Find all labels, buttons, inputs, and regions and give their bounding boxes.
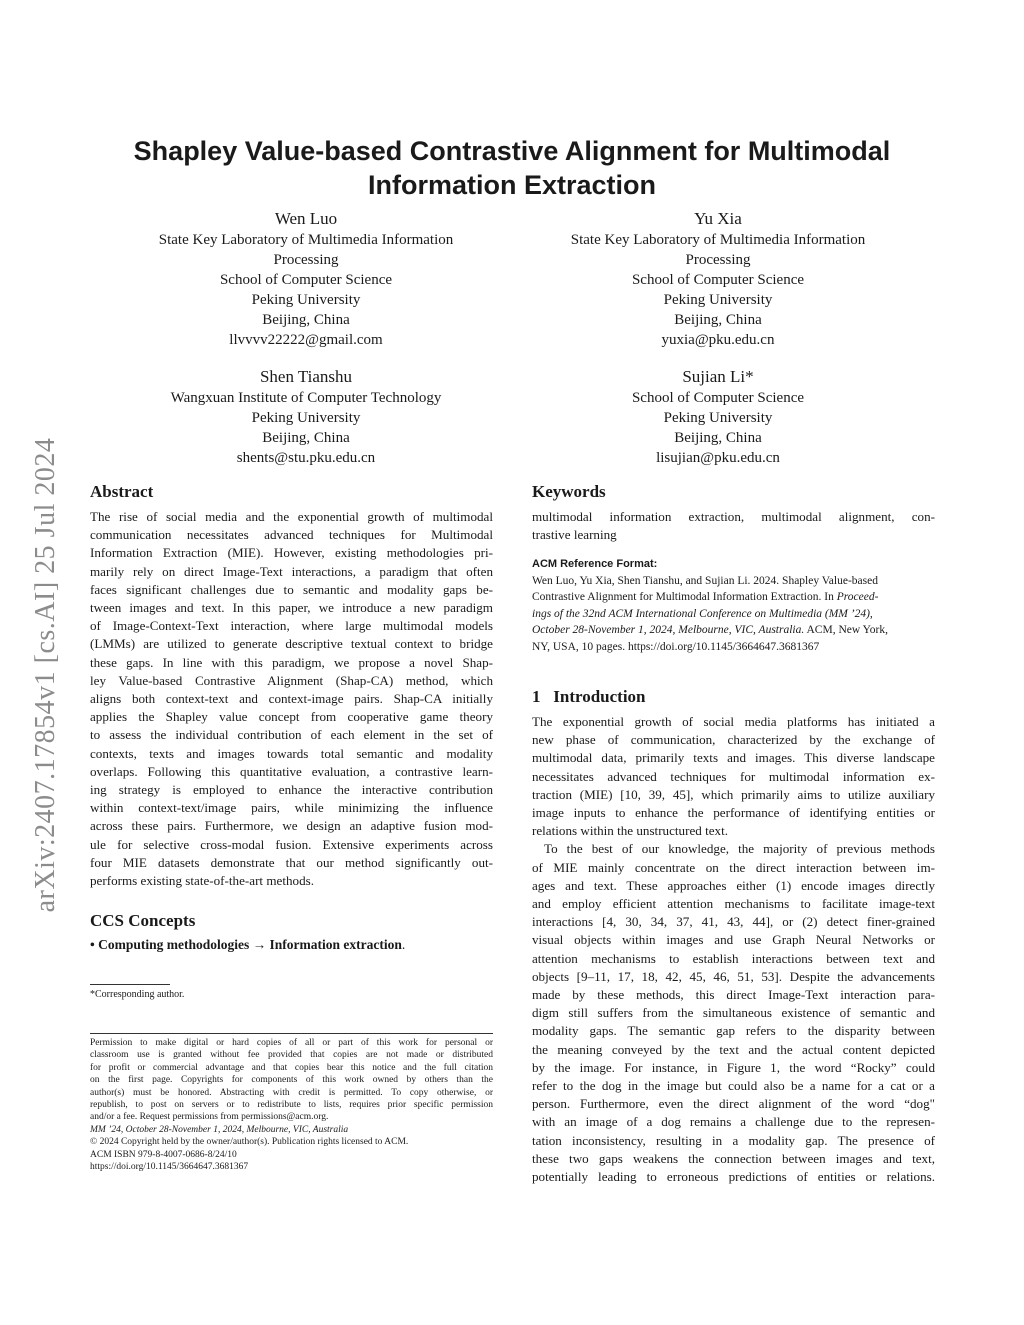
text-line: these gaps. In line with this paradigm, we propose a novel Shap- — [90, 654, 493, 670]
ccs-period: . — [401, 937, 406, 952]
text-line: ing strategy is employed to enhance the interactive contribution — [90, 782, 493, 798]
author-affiliation: School of Computer Science — [219, 272, 393, 288]
ccs-section — [90, 911, 493, 954]
text-line: The rise of social media and the exponential growth of multimodal — [90, 509, 493, 524]
text-line: traction (MIE) [10, 39, 45], which primarily aims to utilize auxiliary — [532, 786, 935, 802]
text-line: marily rely on direct Image-Text interactions, a paradigm that often — [90, 563, 493, 579]
acm-ref-line: ings of the 32nd ACM International Conference on Multimedia (MM ’24), — [532, 607, 873, 620]
text-line: to assess the individual contribution of each element in the set of — [90, 727, 493, 743]
author-affiliation: Beijing, China — [674, 430, 762, 446]
text-line: within context-text/image pairs, while minimizing the influence — [90, 800, 493, 816]
author-block — [86, 367, 526, 468]
isbn-line: ACM ISBN 979-8-4007-0686-8/24/10 — [90, 1149, 237, 1160]
acm-ref-line — [532, 622, 935, 639]
text-line: contexts, texts and images towards total semantic and modality — [90, 745, 493, 761]
acm-ref-line: NY, USA, 10 pages. https://doi.org/10.1145/3664647.3681367 — [532, 640, 820, 653]
text-line: image inputs to enhance the performance of identifying entities or — [532, 805, 935, 821]
introduction-section — [532, 687, 935, 1186]
author-block — [498, 367, 938, 468]
ccs-concept-name: Computing methodologies — [98, 937, 250, 952]
text-line: tation inconsistency, resulting in a modality gap. The presence of — [532, 1132, 935, 1148]
permission-line: author(s) must be honored. Abstracting with credit is permitted. To copy otherwise, or — [90, 1087, 493, 1098]
text-line: overlaps. Following this quantitative evaluation, a contrastive learn- — [90, 763, 493, 779]
text-line: these two gaps weakens the connection between images and text, — [532, 1150, 935, 1166]
text-line: multimodal data, primarily texts and images. This diverse landscape — [532, 750, 935, 766]
section-number: 1 — [532, 687, 541, 706]
text-line: To the best of our knowledge, the majority of previous methods — [544, 841, 935, 857]
arxiv-id: arXiv:2407.17854v1 [cs.AI] 25 Jul 2024 — [30, 437, 61, 913]
text-line: modality gaps. The semantic gap refers to the disparity between — [532, 1023, 935, 1039]
author-affiliation: Wangxuan Institute of Computer Technology — [170, 390, 442, 406]
author-name: Shen Tianshu — [259, 367, 353, 386]
text-line: the meaning conveyed by the text and the actual content depicted — [532, 1041, 935, 1057]
text-line: digm still suffers from the simultaneous existence of semantic and — [532, 1005, 935, 1021]
author-name: Sujian Li* — [682, 367, 754, 386]
text-line: four MIE datasets demonstrate that our method significantly out- — [90, 854, 493, 870]
text-line: and employ efficient attention mechanisms to facilitate image-text — [532, 896, 935, 912]
permission-line: and/or a fee. Request permissions from permissions@acm.org. — [90, 1112, 329, 1123]
text-line: with an image of a dog remains a challenge due to the represen- — [532, 1114, 935, 1130]
ccs-concept — [90, 936, 493, 954]
ccs-heading: CCS Concepts — [90, 911, 196, 930]
text-line: by the image. For instance, in Figure 1, the word “Rocky” could — [532, 1059, 935, 1075]
author-affiliation: School of Computer Science — [631, 390, 805, 406]
footnote-rule — [90, 984, 170, 985]
author-affiliation: Peking University — [251, 292, 361, 308]
keywords-text — [532, 508, 935, 544]
text-line: ages and text. These approaches either (1) encode images directly — [532, 877, 935, 893]
author-affiliation: Beijing, China — [262, 430, 350, 446]
permission-line: Permission to make digital or hard copies of all or part of this work for personal or — [90, 1038, 493, 1048]
author-affiliation: Processing — [685, 252, 751, 268]
permission-line: classroom use is granted without fee provided that copies are not made or distributed — [90, 1050, 493, 1061]
text-line: ule for selective cross-modal fusion. Extensive experiments across — [90, 836, 493, 852]
text-line: of Image-Context-Text interaction, where large multimodal models — [90, 618, 493, 634]
abstract-section — [90, 482, 493, 890]
keywords-section — [532, 482, 935, 544]
acm-ref-proceedings: Proceed- — [836, 591, 879, 603]
acm-ref-text: ACM, New York, — [804, 624, 888, 636]
author-email: llvvvv22222@gmail.com — [229, 332, 383, 348]
text-line: applies the Shapley value concept from cooperative game theory — [90, 709, 493, 725]
author-name: Yu Xia — [694, 209, 742, 228]
text-line: refer to the dog in the image but could also be a name for a cat or a — [532, 1078, 935, 1094]
text-line: person. Furthermore, even the direct alignment of the word “dog" — [532, 1096, 935, 1112]
text-line: tween images and text. In this paper, we introduce a new paradigm — [90, 600, 493, 616]
author-block — [86, 209, 526, 350]
acm-reference — [532, 556, 935, 655]
author-affiliation: State Key Laboratory of Multimedia Information — [570, 232, 866, 248]
text-line: (LMMs) are utilized to generate descriptive textual context to bridge — [90, 636, 493, 652]
text-line: necessitates advanced techniques for multimodal information ex- — [532, 768, 935, 784]
introduction-heading — [532, 687, 935, 707]
text-line: new phase of communication, characterized by the exchange of — [532, 732, 935, 748]
author-affiliation: Beijing, China — [262, 312, 350, 328]
permission-line: on the first page. Copyrights for components of this work owned by others than the — [90, 1075, 493, 1086]
text-line: performs existing state-of-the-art methods. — [90, 873, 314, 889]
ccs-bullet: • — [90, 937, 95, 952]
text-line: interactions [4, 30, 34, 37, 41, 43, 44], or (2) detect finer-grained — [532, 914, 935, 930]
intro-paragraph — [532, 840, 935, 1186]
author-affiliation: State Key Laboratory of Multimedia Information — [158, 232, 454, 248]
abstract-text — [90, 508, 493, 890]
text-line: faces significant challenges due to semantic and modality gaps be- — [90, 581, 493, 597]
title-line: Information Extraction — [367, 170, 657, 200]
paper-title — [100, 134, 924, 202]
title-line: Shapley Value-based Contrastive Alignment for Multimodal — [133, 136, 891, 166]
author-affiliation: Beijing, China — [674, 312, 762, 328]
author-affiliation: School of Computer Science — [631, 272, 805, 288]
text-line: attention mechanisms to establish interactions between text and — [532, 950, 935, 966]
text-line: trastive learning — [532, 527, 617, 543]
text-line: of MIE mainly concentrate on the direct interaction between im- — [532, 859, 935, 875]
acm-ref-venue: October 28-November 1, 2024, Melbourne, VIC, Australia. — [532, 624, 805, 636]
author-affiliation: Processing — [273, 252, 339, 268]
acm-ref-text: Contrastive Alignment for Multimodal Information Extraction. In — [532, 591, 837, 603]
text-line: relations within the unstructured text. — [532, 823, 728, 839]
author-email: yuxia@pku.edu.cn — [661, 332, 775, 348]
intro-paragraph — [532, 713, 935, 840]
text-line: objects [9–11, 17, 18, 42, 45, 46, 51, 53]. Despite the advancements — [532, 968, 935, 984]
ccs-arrow: → — [252, 937, 267, 952]
author-email: lisujian@pku.edu.cn — [656, 450, 780, 466]
text-line: Information Extraction (MIE). However, existing methodologies pri- — [90, 545, 493, 561]
text-line: The exponential growth of social media platforms has initiated a — [532, 714, 935, 729]
footnote: *Corresponding author. — [90, 989, 185, 1000]
text-line: ley Value-based Contrastive Alignment (Shap-CA) method, which — [90, 672, 493, 688]
arxiv-stamp — [27, 380, 65, 970]
abstract-heading: Abstract — [90, 482, 154, 501]
text-line: potentially leading to erroneous predictions of entities or relations. — [532, 1169, 935, 1185]
doi-line: https://doi.org/10.1145/3664647.3681367 — [90, 1162, 249, 1173]
keywords-heading: Keywords — [532, 482, 606, 501]
author-block — [498, 209, 938, 350]
ccs-subconcept: Information extraction — [269, 937, 402, 952]
acm-ref-line: Wen Luo, Yu Xia, Shen Tianshu, and Sujian Li. 2024. Shapley Value-based — [532, 574, 878, 587]
acm-ref-heading: ACM Reference Format: — [532, 558, 658, 570]
acm-ref-line — [532, 589, 935, 606]
author-email: shents@stu.pku.edu.cn — [236, 450, 376, 466]
text-line: multimodal information extraction, multimodal alignment, con- — [532, 509, 935, 524]
text-line: made by these methods, this direct Image-Text interaction para- — [532, 987, 935, 1003]
text-line: visual objects within images and use Graph Neural Networks or — [532, 932, 935, 948]
permission-line: for profit or commercial advantage and that copies bear this notice and the full citation — [90, 1062, 493, 1073]
permission-rule — [90, 1033, 493, 1034]
section-title: Introduction — [553, 687, 646, 706]
author-affiliation: Peking University — [663, 292, 773, 308]
text-line: aligns both context-text and context-image pairs. Shap-CA initially — [90, 691, 493, 707]
author-affiliation: Peking University — [251, 410, 361, 426]
author-name: Wen Luo — [274, 209, 338, 228]
permission-block — [90, 1037, 493, 1173]
copyright-line: © 2024 Copyright held by the owner/author(s). Publication rights licensed to ACM. — [90, 1137, 409, 1148]
venue-line: MM ’24, October 28-November 1, 2024, Melbourne, VIC, Australia — [90, 1124, 349, 1135]
author-affiliation: Peking University — [663, 410, 773, 426]
text-line: communication necessitates advanced techniques for Multimodal — [90, 527, 493, 543]
text-line: across these pairs. Furthermore, we design an adaptive fusion mod- — [90, 818, 493, 834]
permission-line: republish, to post on servers or to redistribute to lists, requires prior specific permission — [90, 1100, 493, 1111]
